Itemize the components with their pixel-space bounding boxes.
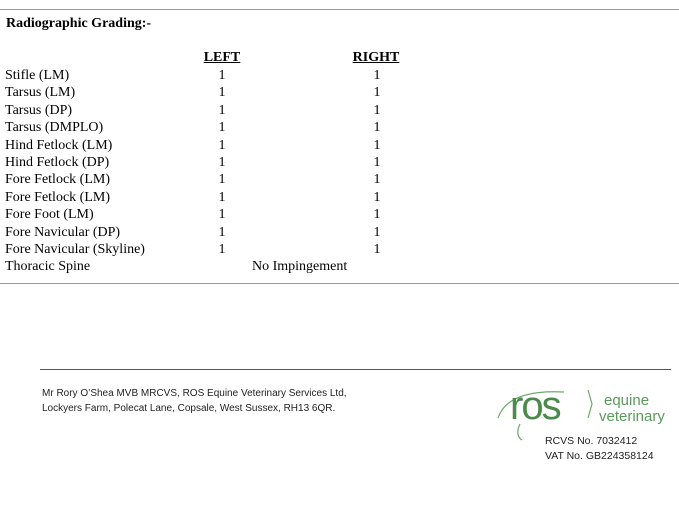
row-label: Thoracic Spine: [5, 259, 91, 275]
row-label: Fore Navicular (Skyline): [5, 241, 145, 257]
right-grade: 1: [373, 189, 381, 205]
grading-row: [0, 137, 679, 154]
left-grade: 1: [218, 241, 226, 257]
grading-row: [0, 171, 679, 188]
registration-numbers: [545, 434, 654, 464]
row-label: Fore Foot (LM): [5, 207, 94, 223]
row-label: Stifle (LM): [5, 68, 70, 83]
vat-number: VAT No. GB224358124: [545, 450, 654, 462]
left-grade: 1: [218, 172, 226, 188]
row-label: Fore Fetlock (LM): [5, 172, 110, 188]
grading-row: [0, 189, 679, 206]
right-grade: 1: [373, 207, 381, 223]
address-line-1: Mr Rory O’Shea MVB MRCVS, ROS Equine Veterinary Services Ltd,: [42, 388, 347, 399]
right-grade: 1: [373, 241, 381, 257]
grading-row: [0, 119, 679, 136]
left-grade: 1: [218, 189, 226, 205]
section-title: Radiographic Grading:-: [6, 16, 152, 31]
right-grade: 1: [373, 224, 381, 240]
right-column-header: RIGHT: [352, 50, 400, 65]
left-grade: 1: [218, 207, 226, 223]
left-grade: 1: [218, 102, 226, 118]
grading-row: [0, 67, 679, 84]
right-grade: 1: [373, 154, 381, 170]
logo-bracket: [588, 390, 592, 418]
left-grade: 1: [218, 154, 226, 170]
grading-row: [0, 206, 679, 223]
left-column-header: LEFT: [203, 50, 241, 65]
rcvs-number: RCVS No. 7032412: [545, 435, 638, 447]
right-grade: 1: [373, 172, 381, 188]
right-grade: 1: [373, 137, 381, 153]
logo-veterinary-text: veterinary: [599, 408, 665, 425]
top-divider: [0, 9, 679, 10]
address-line-2: Lockyers Farm, Polecat Lane, Copsale, West Sussex, RH13 6QR.: [42, 403, 336, 414]
row-label: Hind Fetlock (DP): [5, 154, 110, 170]
row-label: Fore Fetlock (LM): [5, 189, 110, 205]
practice-address: [42, 386, 347, 416]
grading-row: [0, 154, 679, 171]
grading-row: [0, 102, 679, 119]
row-label: Fore Navicular (DP): [5, 224, 121, 240]
row-label: Tarsus (LM): [5, 85, 76, 101]
grading-row: [0, 84, 679, 101]
grading-row: [0, 241, 679, 258]
left-grade: 1: [218, 224, 226, 240]
row-label: Tarsus (DP): [5, 102, 73, 118]
bottom-divider: [0, 283, 679, 284]
right-grade: 1: [373, 85, 381, 101]
right-grade: 1: [373, 102, 381, 118]
footer-divider: [40, 369, 671, 370]
thoracic-value: No Impingement: [252, 259, 348, 275]
right-grade: 1: [373, 68, 381, 83]
right-grade: 1: [373, 120, 381, 136]
grading-table: [0, 67, 679, 276]
left-grade: 1: [218, 120, 226, 136]
grading-row: [0, 224, 679, 241]
row-label: Tarsus (DMPLO): [5, 120, 104, 136]
left-grade: 1: [218, 137, 226, 153]
thoracic-row: [0, 258, 679, 275]
logo-equine-text: equine: [604, 392, 650, 409]
logo-brand-text: ros: [510, 384, 560, 428]
row-label: Hind Fetlock (LM): [5, 137, 113, 153]
left-grade: 1: [218, 85, 226, 101]
left-grade: 1: [218, 68, 226, 83]
